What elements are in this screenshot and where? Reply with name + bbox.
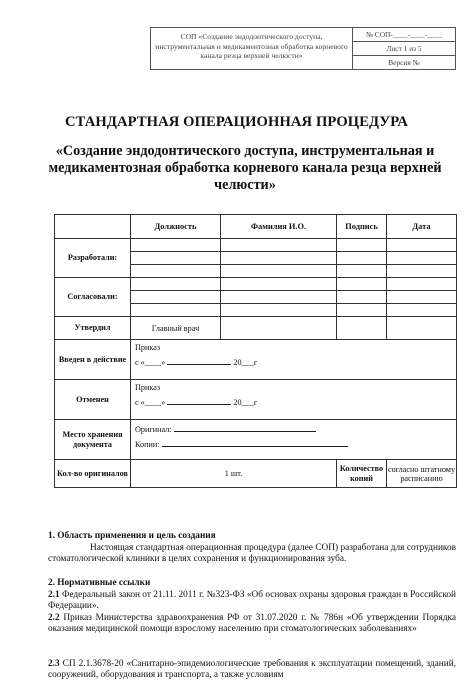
table-row [55,317,457,340]
table-cell[interactable] [337,304,387,317]
table-cell[interactable] [387,239,457,252]
section-1-text: Настоящая стандартная операционная процедура (далее СОП) разработана для сотрудников стоматологической клиники в целях сохранения и функционирования зуба. [48,543,456,564]
chief-doctor-cell: Главный врач [131,317,221,340]
order-label: Приказ [135,383,161,392]
table-cell[interactable] [337,291,387,304]
header-sop-number: № СОП-____-____-____ [353,28,455,42]
section-2-heading: 2. Нормативные ссылки [48,578,151,588]
date-prefix: с «____» [135,398,166,407]
copies-label: Копии: [135,440,160,449]
table-cell[interactable] [337,252,387,265]
date-prefix: с «____» [135,358,166,367]
document-header [150,27,456,70]
document-title: СТАНДАРТНАЯ ОПЕРАЦИОННАЯ ПРОЦЕДУРА [65,114,408,130]
section-2-1 [48,590,456,612]
table-cell[interactable] [387,278,457,291]
original-blank[interactable] [174,431,316,432]
count-value: 1 шт. [131,460,337,488]
header-empty-cell [55,215,131,239]
section-2-title [48,578,150,589]
table-row [55,278,457,291]
row-label-cancelled: Отменен [55,380,131,420]
row-label-approved: Утвердил [55,317,131,340]
col-date: Дата [387,215,457,239]
year-suffix: 20___г [233,358,258,367]
section-1-heading: 1. Область применения и цель создания [48,531,216,541]
table-cell[interactable] [131,252,221,265]
table-cell[interactable] [387,265,457,278]
table-cell[interactable] [221,317,337,340]
table-cell[interactable] [131,304,221,317]
table-cell[interactable] [131,265,221,278]
section-1-title [48,531,216,542]
table-cell[interactable] [221,252,337,265]
table-row [55,420,457,460]
table-cell[interactable] [221,239,337,252]
section-2-2 [48,613,456,635]
col-position: Должность [131,215,221,239]
header-sheet: Лист 1 из 5 [353,42,455,56]
row-label-introduced: Введен в действие [55,340,131,380]
table-cell[interactable] [221,278,337,291]
table-cell[interactable] [131,239,221,252]
table-row [55,239,457,252]
header-version: Версия № [388,58,420,67]
row-label-developed: Разработали: [55,239,131,278]
table-cell[interactable] [221,291,337,304]
section-2-2-number: 2.2 [48,613,60,623]
header-sop-title: СОП «Создание эндодонтического доступа, инструментальная и медикаментозная обработка корневого канала резца верхней челюсти» [151,28,353,69]
order-date-line [135,357,452,369]
year-suffix: 20___г [233,398,258,407]
table-row [55,460,457,488]
count-copies-label: Количество копий [337,460,387,488]
table-cell[interactable] [387,304,457,317]
table-cell[interactable] [337,265,387,278]
table-cell[interactable] [337,278,387,291]
section-2-1-text: Федеральный закон от 21.11. 2011 г. №323-ФЗ «Об основах охраны здоровья граждан в Российской Федерации». [48,590,456,611]
table-cell[interactable] [131,278,221,291]
copies-line [135,439,452,451]
table-header-row [55,215,457,239]
table-row [55,340,457,380]
row-label-storage: Место хранения документа [55,420,131,460]
document-subtitle: «Создание эндодонтического доступа, инструментальная и медикаментозная обработка корневого канала резца верхней челюсти» [48,143,442,193]
original-line [135,424,452,436]
table-cell[interactable] [337,239,387,252]
table-cell[interactable] [387,291,457,304]
section-2-3-number: 2.3 [48,659,60,669]
section-2-3-text: СП 2.1.3678-20 «Санитарно-эпидемиологические требования к эксплуатации помещений, зданий, сооружений, оборудования и транспорта, а также условиям [48,659,456,680]
table-cell[interactable] [221,304,337,317]
approval-table [54,214,457,488]
table-cell[interactable] [337,317,387,340]
original-label: Оригинал: [135,425,172,434]
copies-blank[interactable] [162,446,348,447]
date-blank[interactable] [167,404,231,405]
table-row [55,380,457,420]
table-cell[interactable] [387,252,457,265]
table-cell[interactable] [221,265,337,278]
per-staff-value: согласно штатному расписанию [387,460,457,488]
header-meta [353,28,455,69]
storage-cell[interactable] [131,420,457,460]
order-date-line [135,397,452,409]
section-2-2-text: Приказ Министерства здравоохранения РФ от 31.07.2020 г. № 786н «Об утверждении Порядка оказания медицинской помощи взрослому населению при стоматологических заболеваниях» [48,613,456,634]
order-label: Приказ [135,343,161,352]
row-label-agreed: Согласовали: [55,278,131,317]
table-cell[interactable] [131,291,221,304]
introduced-order-cell[interactable] [131,340,457,380]
cancelled-order-cell[interactable] [131,380,457,420]
section-2-1-number: 2.1 [48,590,60,600]
col-name: Фамилия И.О. [221,215,337,239]
table-cell[interactable] [387,317,457,340]
date-blank[interactable] [167,364,231,365]
section-2-3 [48,659,456,681]
row-label-count-originals: Кол-во оригиналов [55,460,131,488]
col-signature: Подпись [337,215,387,239]
